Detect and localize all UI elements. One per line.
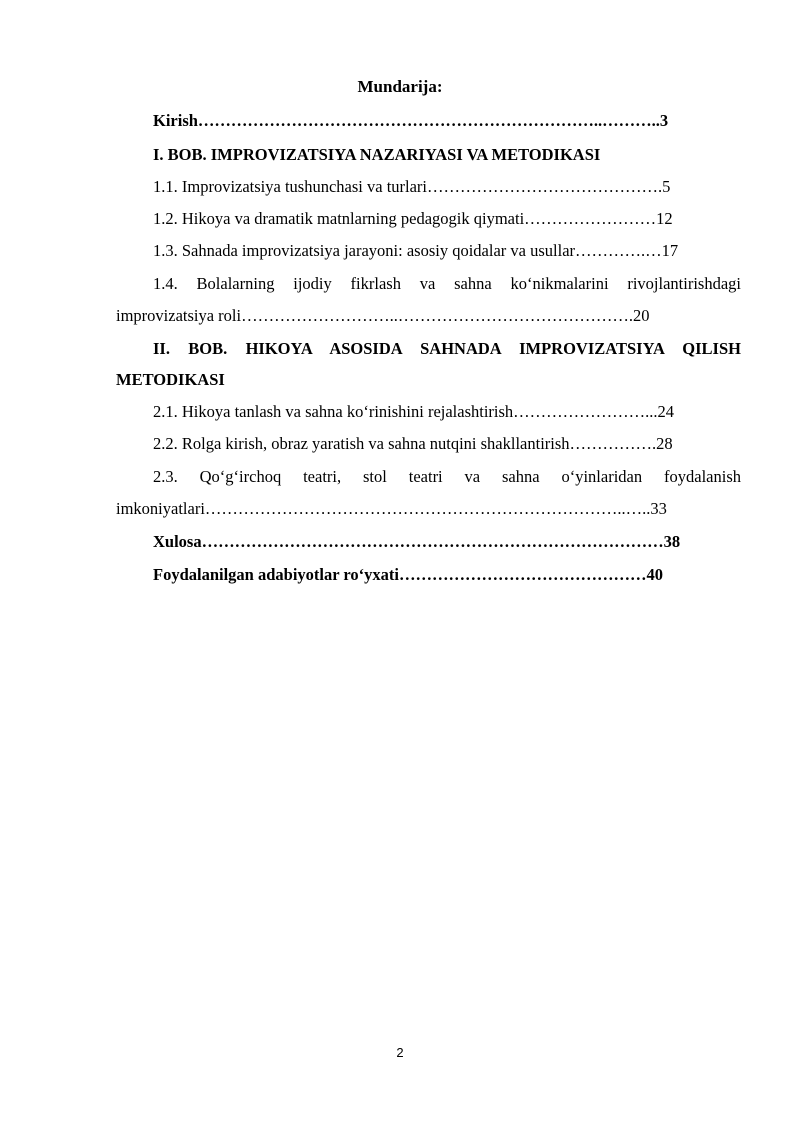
toc-heading-bob2-line2: METODIKASI: [116, 370, 225, 389]
toc-heading-bob2-line1: II. BOB. HIKOYA ASOSIDA SAHNADA IMPROVIZATSIYA QILISH: [153, 339, 741, 358]
toc-heading-bob1: I. BOB. IMPROVIZATSIYA NAZARIYASI VA METODIKASI: [153, 145, 601, 164]
toc-entry-adabiyotlar: Foydalanilgan adabiyotlar ro‘yxati………………………………………40: [153, 565, 664, 584]
toc-entry-1-4-line2: improvizatsiya roli………………………..…………………………………….20: [116, 306, 650, 325]
toc-entry-1-4-line1: 1.4. Bolalarning ijodiy fikrlash va sahna ko‘nikmalarini rivojlantirishdagi: [153, 274, 741, 293]
page-number: 2: [396, 1045, 404, 1060]
toc-entry-2-3-line1: 2.3. Qo‘g‘irchoq teatri, stol teatri va sahna o‘yinlaridan foydalanish: [153, 467, 741, 486]
toc-entry-kirish: Kirish………………………………………………………………..………..3: [153, 111, 669, 130]
toc-entry-1-1: 1.1. Improvizatsiya tushunchasi va turlari…………………………………….5: [153, 177, 671, 196]
toc-title: Mundarija:: [357, 77, 443, 96]
toc-entry-2-1: 2.1. Hikoya tanlash va sahna ko‘rinishini rejalashtirish……………………...24: [153, 402, 675, 421]
toc-entry-1-2: 1.2. Hikoya va dramatik matnlarning pedagogik qiymati……………………12: [153, 209, 673, 228]
toc-entry-2-3-line2: imkoniyatlari…………………………………………………………………..…..33: [116, 499, 667, 518]
toc-entry-xulosa: Xulosa…………………………………………………………………………38: [153, 532, 681, 551]
toc-entry-1-3: 1.3. Sahnada improvizatsiya jarayoni: asosiy qoidalar va usullar………….…17: [153, 241, 679, 260]
toc-entry-2-2: 2.2. Rolga kirish, obraz yaratish va sahna nutqini shakllantirish…………….28: [153, 434, 673, 453]
